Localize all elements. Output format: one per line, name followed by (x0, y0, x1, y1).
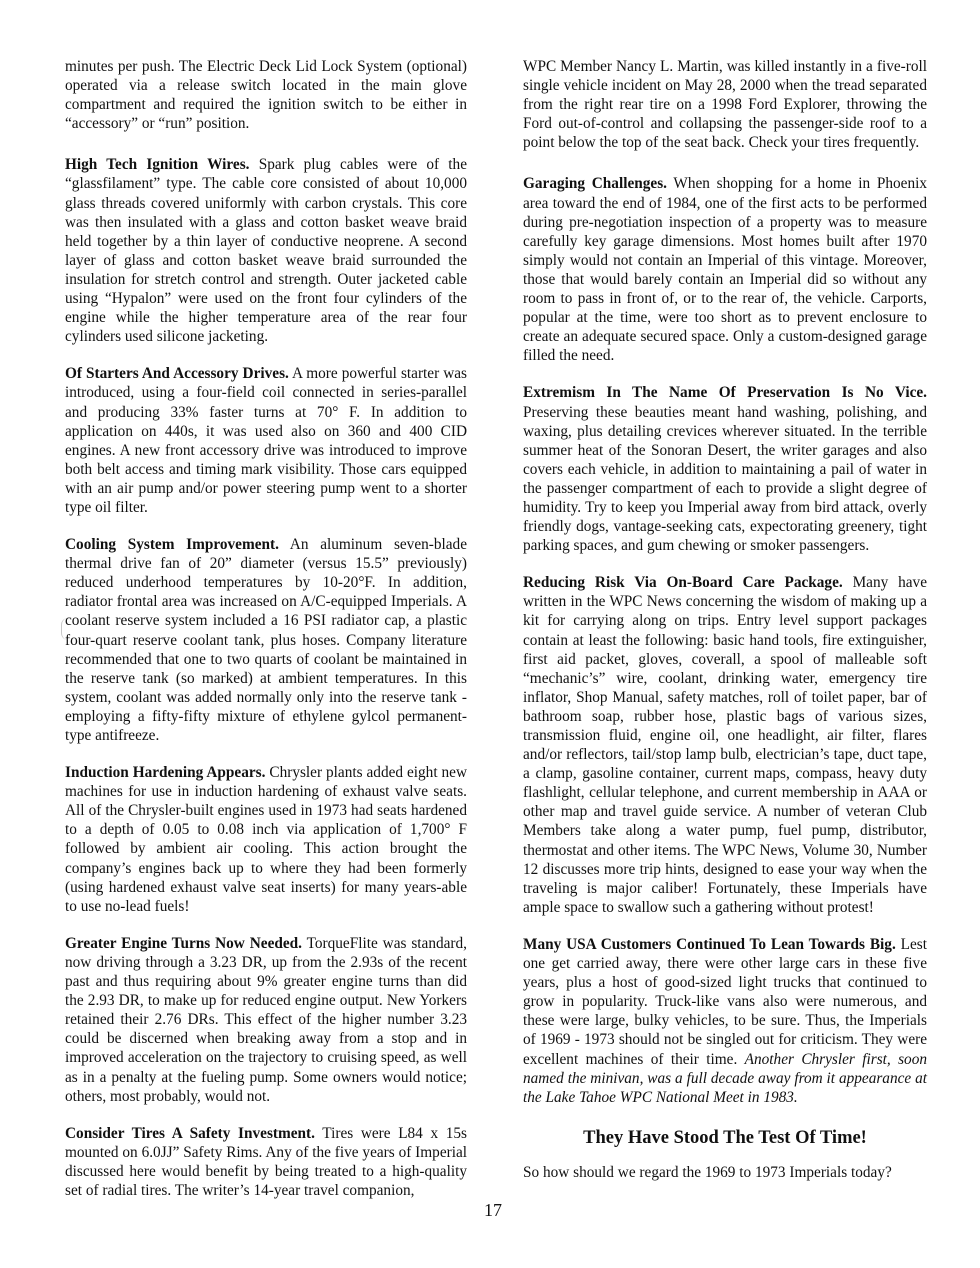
paragraph-deck-lid: minutes per push. The Electric Deck Lid Lock System (optional) operated via a release switch located in the main glove compartment and required the ignition switch to be either in “accessory” or “run” position. (65, 58, 467, 133)
paragraph-closing: So how should we regard the 1969 to 1973 Imperials today? (523, 1163, 892, 1181)
paragraph-ignition-wires (65, 155, 467, 346)
heading-ignition-wires: High Tech Ignition Wires. (65, 156, 250, 174)
left-column (65, 57, 467, 1218)
right-column (523, 57, 927, 1200)
heading-care-package: Reducing Risk Via On-Board Care Package. (523, 574, 843, 592)
paragraph-big-cars (523, 935, 927, 1107)
heading-engine-turns: Greater Engine Turns Now Needed. (65, 934, 302, 952)
paragraph-induction (65, 763, 467, 916)
paragraph-starters (65, 364, 467, 517)
body-ignition-wires: Spark plug cables were of the “glassfilament” type. The cable core consisted of about 10,000 glass threads covered uniformly with carbon crystals. This core was then insulated with a glass and cotton basket weave braid held together by a thin layer of conductive neoprene. A second layer of glass and cotton basket weave braid surrounded the insulation for stretch control and strength. Outer jacketed cable using “Hypalon” were used on the front four cylinders of the engine while the higher temperature area of the rear four cylinders used silicone jacketing. (65, 156, 467, 346)
body-preservation: Preserving these beauties meant hand washing, polishing, and waxing, plus detailing crevices wherever situated. In the terrible summer heat of the Sonoran Desert, the writer garages and also covers each vehicle, in addition to maintaining a pail of water in the passenger compartment of each to provide a slight degree of humidity. Try to keep you Imperial away from bird attack, overly friendly dogs, vantage-seeking cats, expectorating greenery, tight parking spaces, and gum chewing or smoker passengers. (523, 403, 927, 555)
heading-garaging: Garaging Challenges. (523, 175, 667, 193)
paragraph-tires (65, 1124, 467, 1200)
body-big-cars: Lest one get carried away, there were other large cars in these five years, plus a host of good-sized light trucks that continued to grow in popularity. Truck-like vans also were numerous, and these were large, bulky vehicles, to be sure. Thus, the Imperials of 1969 - 1973 should not be singled out for criticism. They were excellent machines of their time. (523, 935, 927, 1068)
paragraph-martin: WPC Member Nancy L. Martin, was killed instantly in a five-roll single vehicle incident on May 28, 2000 when the tread separated from the right rear tire on a 1998 Ford Explorer, throwing the Ford out-of-control and collapsing the passenger-side roof to a point below the top of the seat back. Check your tires frequently. (523, 58, 927, 152)
body-care-package: Many have written in the WPC News concerning the wisdom of making up a kit for carrying along on trips. Entry level support packages contain at least the following: basic hand tools, fire extinguisher, first aid packet, gloves, coverall, a spool of malleable soft “mechanic’s” wire, coolant, drinking water, emergency tire inflator, Shop Manual, safety matches, roll of toilet paper, bar of bathroom soap, rubber hose, plastic bags of various sizes, transmission fluid, engine oil, one headlight, air filter, flares and/or reflectors, tail/stop lamp bulb, electrician’s tape, duct tape, a clamp, gasoline container, current maps, compass, heavy duty flashlight, cellular telephone, and current membership in AAA or other map and travel guide service. A number of veteran Club Members take along a water pump, fuel pump, distributor, thermostat and other items. The WPC News, Volume 30, Number 12 discusses more trip hints, designed to ease your way when the traveling is major caliber! Fortunately, these Imperials have ample space to swallow such a gathering without protest! (523, 574, 927, 916)
body-induction: Chrysler plants added eight new machines for use in induction hardening of exhaust valve seats. All of the Chrysler-built engines used in 1973 had seats hardened to a depth of 0.05 to 0.08 inch via application of 1,700° F followed by ambient air cooling. This action brought the company’s engines back up to where they had been formerly (using hardened exhaust valve seat inserts) for many years-able to use no-lead fuels! (65, 764, 467, 915)
paragraph-preservation (523, 383, 927, 555)
paragraph-garaging (523, 174, 927, 365)
body-engine-turns: TorqueFlite was standard, now driving through a 3.23 DR, up from the 2.93s of the recent past and thus requiring about 9% greater engine turns than did the 2.93 DR, to make up for reduced engine output. New Yorkers retained their 2.76 DRs. This effect of the higher number 3.23 could be discerned when breaking away from a stop and in improved acceleration on the trajectory to cruising speed, as well as in a penalty at the fueling pump. Some owners would notice; others, most probably, would not. (65, 934, 467, 1105)
binding-mark (61, 618, 68, 640)
heading-big-cars: Many USA Customers Continued To Lean Towards Big. (523, 935, 896, 953)
heading-cooling: Cooling System Improvement. (65, 536, 279, 554)
italic-minivan: Another Chrysler first, soon named the minivan, was a full decade away from it appearance at the Lake Tahoe WPC National Meet in 1983. (523, 1050, 927, 1106)
heading-starters: Of Starters And Accessory Drives. (65, 365, 289, 383)
body-tires: Tires were L84 x 15s mounted on 6.0JJ” Safety Rims. Any of the five years of Imperial discussed here would benefit by being treated to a high-quality set of radial tires. The writer’s 14-year travel companion, (65, 1124, 467, 1199)
paragraph-cooling (65, 535, 467, 745)
body-garaging: When shopping for a home in Phoenix area toward the end of 1984, one of the first acts to be performed during pre-negotiation inspection of a property was to measure carefully key garage dimensions. Most homes built after 1970 simply would not contain an Imperial of this vintage. Moreover, those that would barely contain an Imperial did so without any room to pass in front of, or to the rear of, the vehicle. Carports, popular at the time, were too short as to prevent enclosure to create an adequate secured space. Only a custom-designed garage filled the need. (523, 175, 928, 365)
body-starters: A more powerful starter was introduced, using a four-field coil connected in series-parallel and producing 33% faster turns at 70° F. In addition to application on 440s, it was used also on 360 and 400 CID engines. A new front accessory drive was introduced to improve both belt access and timing mark visibility. Those cars equipped with an air pump and/or power steering pump went to a shorter type oil filter. (65, 365, 467, 516)
paragraph-engine-turns (65, 934, 467, 1106)
heading-preservation: Extremism In The Name Of Preservation Is No Vice. (523, 384, 927, 402)
page-number: 17 (484, 1200, 502, 1220)
heading-induction: Induction Hardening Appears. (65, 764, 266, 782)
section-title: They Have Stood The Test Of Time! (583, 1127, 867, 1148)
heading-tires: Consider Tires A Safety Investment. (65, 1124, 315, 1142)
paragraph-care-package (523, 573, 927, 917)
body-cooling: An aluminum seven-blade thermal drive fan of 20” diameter (versus 15.5” previously) reduced underhood temperatures by 10-20°F. In addition, radiator frontal area was increased on A/C-equipped Imperials. A coolant reserve system included a 16 PSI radiator cap, a plastic four-quart reserve coolant tank, plus hoses. Company literature recommended that one to two quarts of coolant be maintained in the reserve tank (so marked) at ambient temperatures. In this system, coolant was added normally only into the reserve tank - employing a fifty-fifty mixture of ethylene gylcol permanent-type antifreeze. (65, 536, 467, 744)
